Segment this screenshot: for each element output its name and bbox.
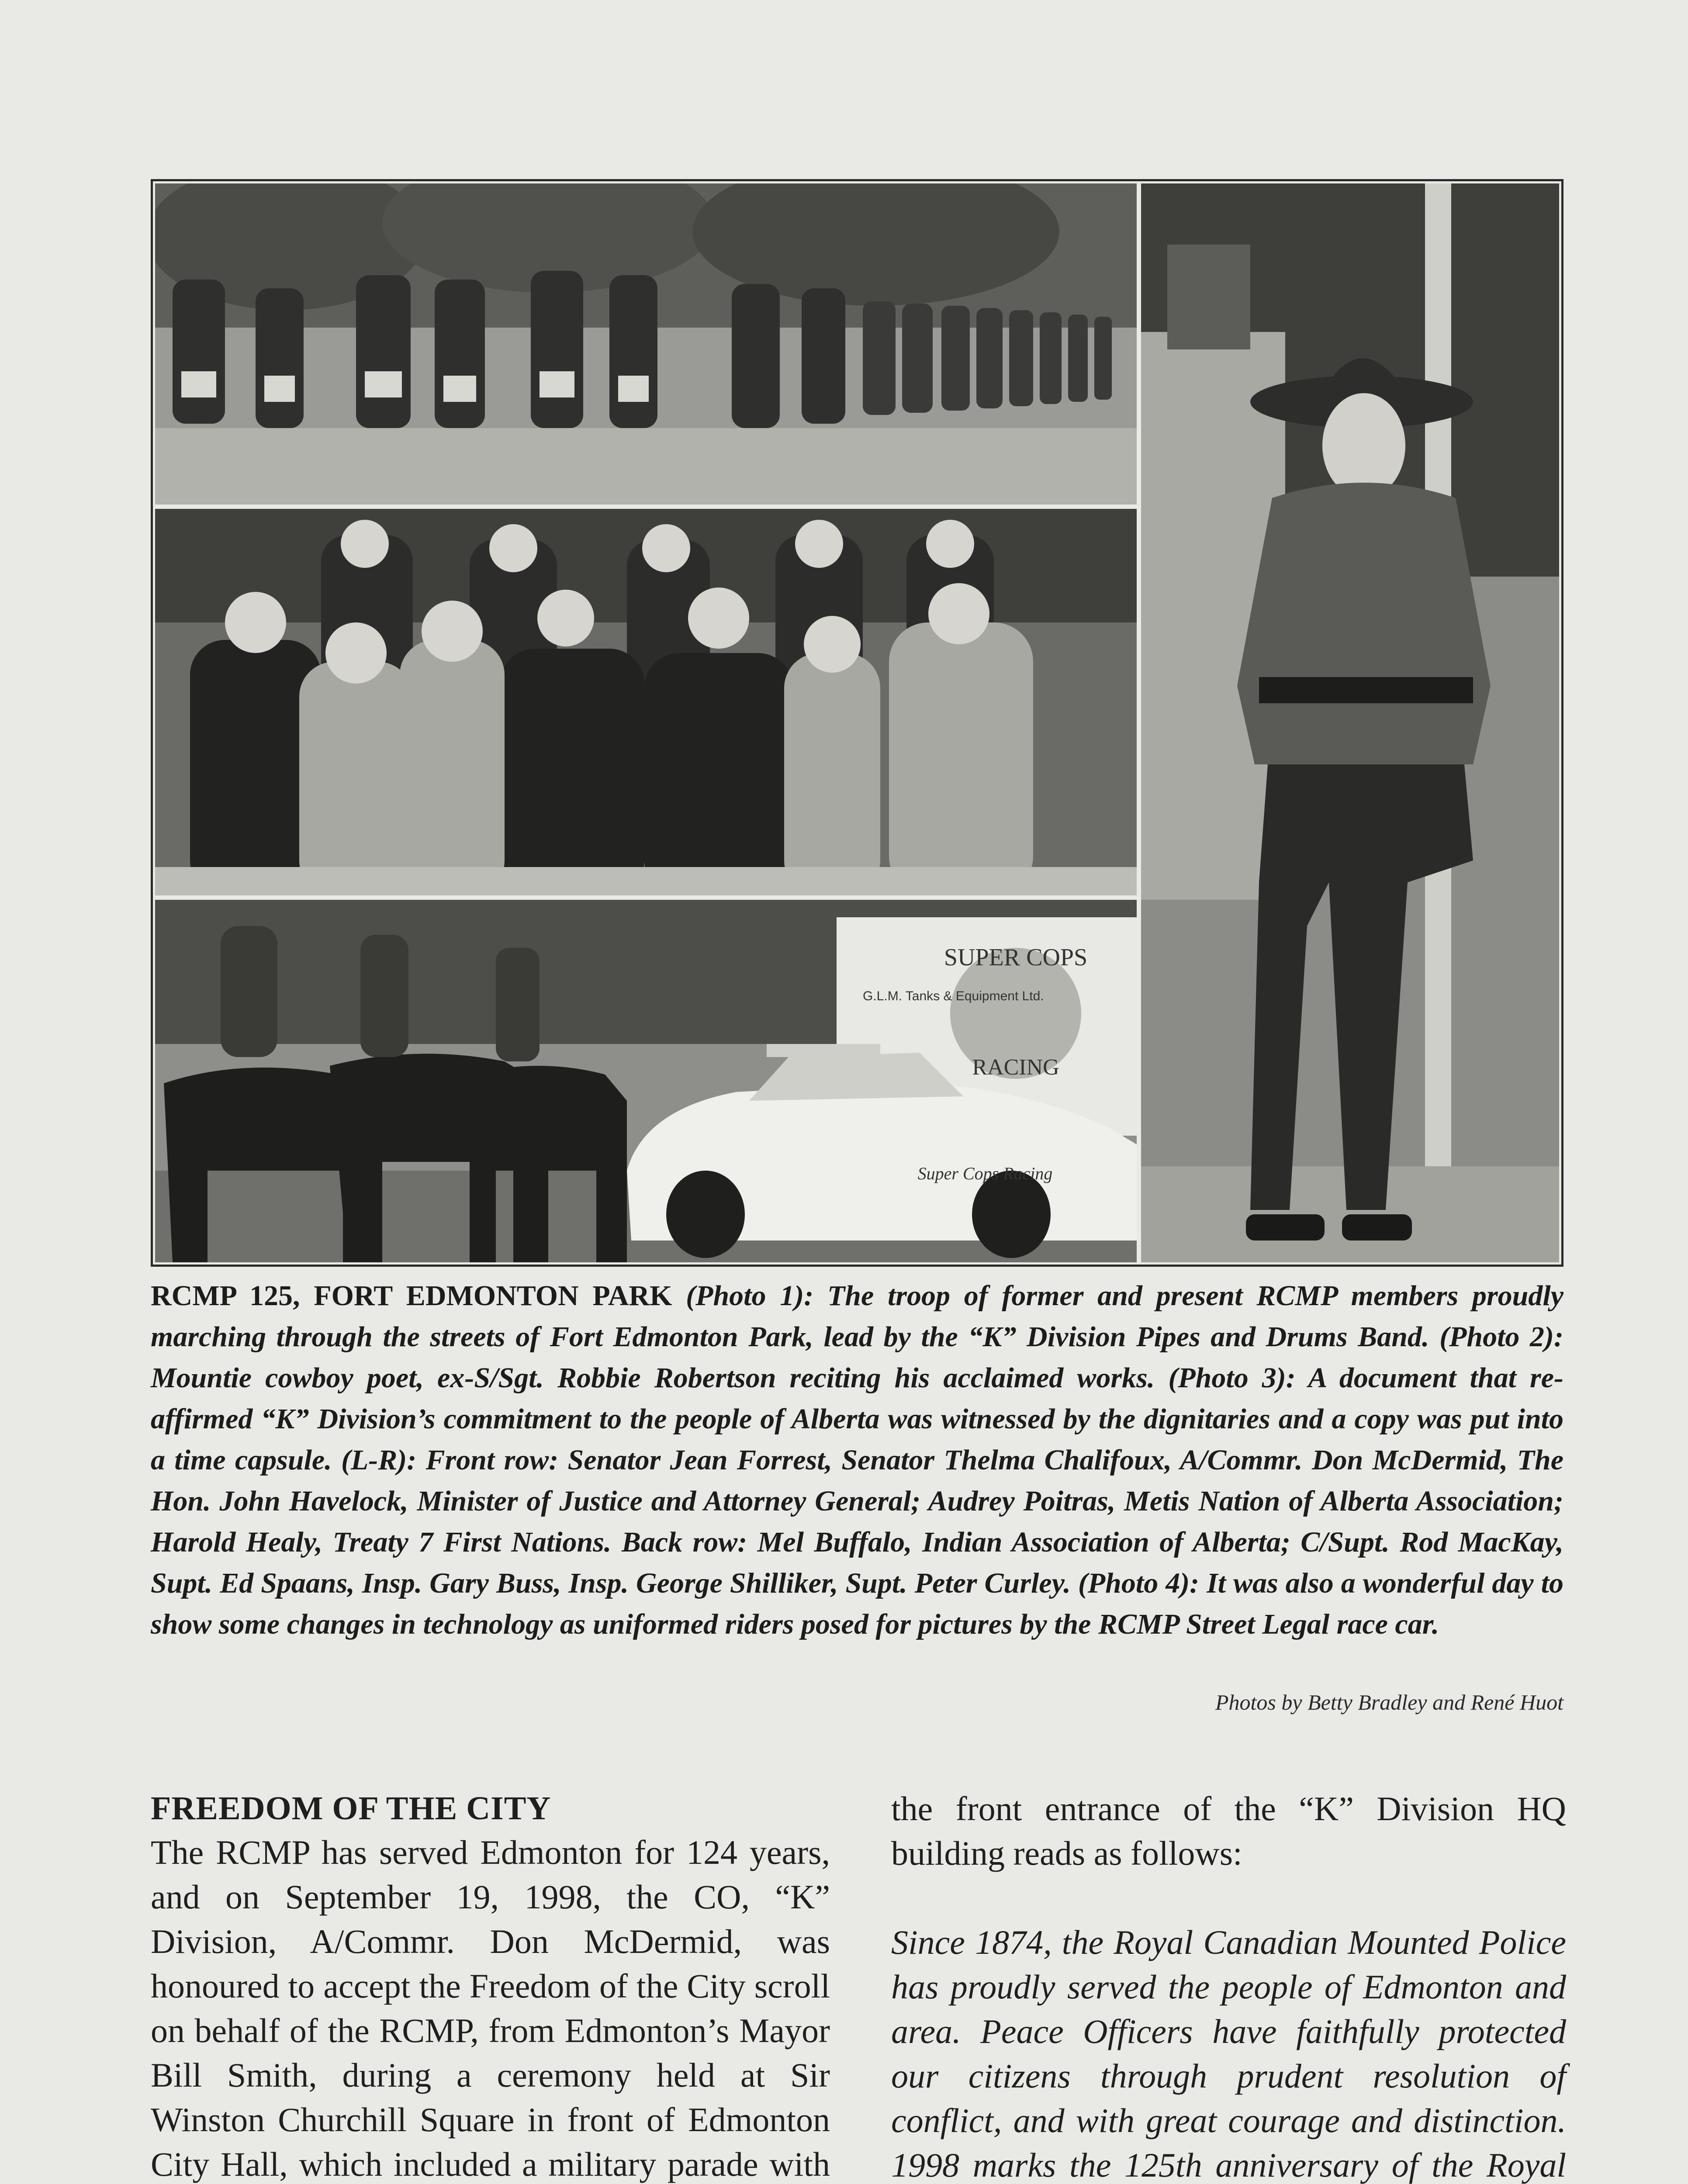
article-right-intro: the front entrance of the “K” Division HQ building reads as follows: xyxy=(891,1790,1566,1872)
article-left-body: The RCMP has served Edmonton for 124 years, and on September 19, 1998, the CO, “K” Division, A/Commr. Don McDermid, was honoured to accept the Freedom of the City scroll on behalf of the RCMP, from Edmonton’s Mayor Bill Smith, during a ceremony held at Sir Winston Churchill Square in front of Edmonton City Hall, which included a military parade with xyxy=(151,1833,830,2183)
photo-4-image xyxy=(155,900,1137,1262)
article-left-column xyxy=(151,1787,830,2184)
caption-text: (Photo 1): The troop of former and present RCMP members proudly marching through the streets of Fort Edmonton Park, lead by the “K” Division Pipes and Drums Band. (Photo 2): Mountie cowboy poet, ex-S/Sgt. Robbie Robertson reciting his acclaimed works. (Photo 3): A document that re-affirmed “K” Division’s commitment to the people of Alberta was witnessed by the dignitaries and a copy was put into a time capsule. (L-R): Front row: Senator Jean Forrest, Senator Thelma Chalifoux, A/Commr. Don McDermid, The Hon. John Havelock, Minister of Justice and Attorney General; Audrey Poitras, Metis Nation of Alberta Association; Harold Healy, Treaty 7 First Nations. Back row: Mel Buffalo, Indian Association of Alberta; C/Supt. Rod MacKay, Supt. Ed Spaans, Insp. Gary Buss, Insp. George Shilliker, Supt. Peter Curley. (Photo 4): It was also a wonderful day to show some changes in technology as uniformed riders posed for pictures by the RCMP Street Legal race car. xyxy=(151,1280,1563,1640)
photo-2-cowboy-poet xyxy=(1139,181,1561,1265)
photo-collage xyxy=(151,179,1563,1267)
article-right-column xyxy=(891,1787,1566,2184)
race-car-text: Super Cops Racing xyxy=(917,1164,1053,1183)
article-heading: FREEDOM OF THE CITY xyxy=(151,1790,551,1827)
caption-lead: RCMP 125, FORT EDMONTON PARK xyxy=(151,1280,672,1312)
photo-1-image xyxy=(155,183,1137,505)
trailer-sponsor-text: G.L.M. Tanks & Equipment Ltd. xyxy=(863,989,1044,1003)
photo-1-pipe-band xyxy=(153,181,1139,507)
photo-3-image xyxy=(155,509,1137,895)
trailer-text-bottom: RACING xyxy=(972,1055,1059,1080)
scroll-quote-1: Since 1874, the Royal Canadian Mounted Police has proudly served the people of Edmonton and area. Peace Officers have faithfully protected our citizens through prudent resolution of conflict, and with great courage and distinction. 1998 marks the 125th anniversary of the Royal xyxy=(891,1923,1566,2184)
photo-credit: Photos by Betty Bradley and René Huot xyxy=(1215,1690,1563,1714)
photo-3-dignitaries xyxy=(153,507,1139,898)
photo-4-riders-race-car xyxy=(153,898,1139,1265)
photo-2-image xyxy=(1141,183,1559,1262)
photo-caption xyxy=(151,1275,1563,1645)
trailer-text-top: SUPER COPS xyxy=(944,944,1088,971)
